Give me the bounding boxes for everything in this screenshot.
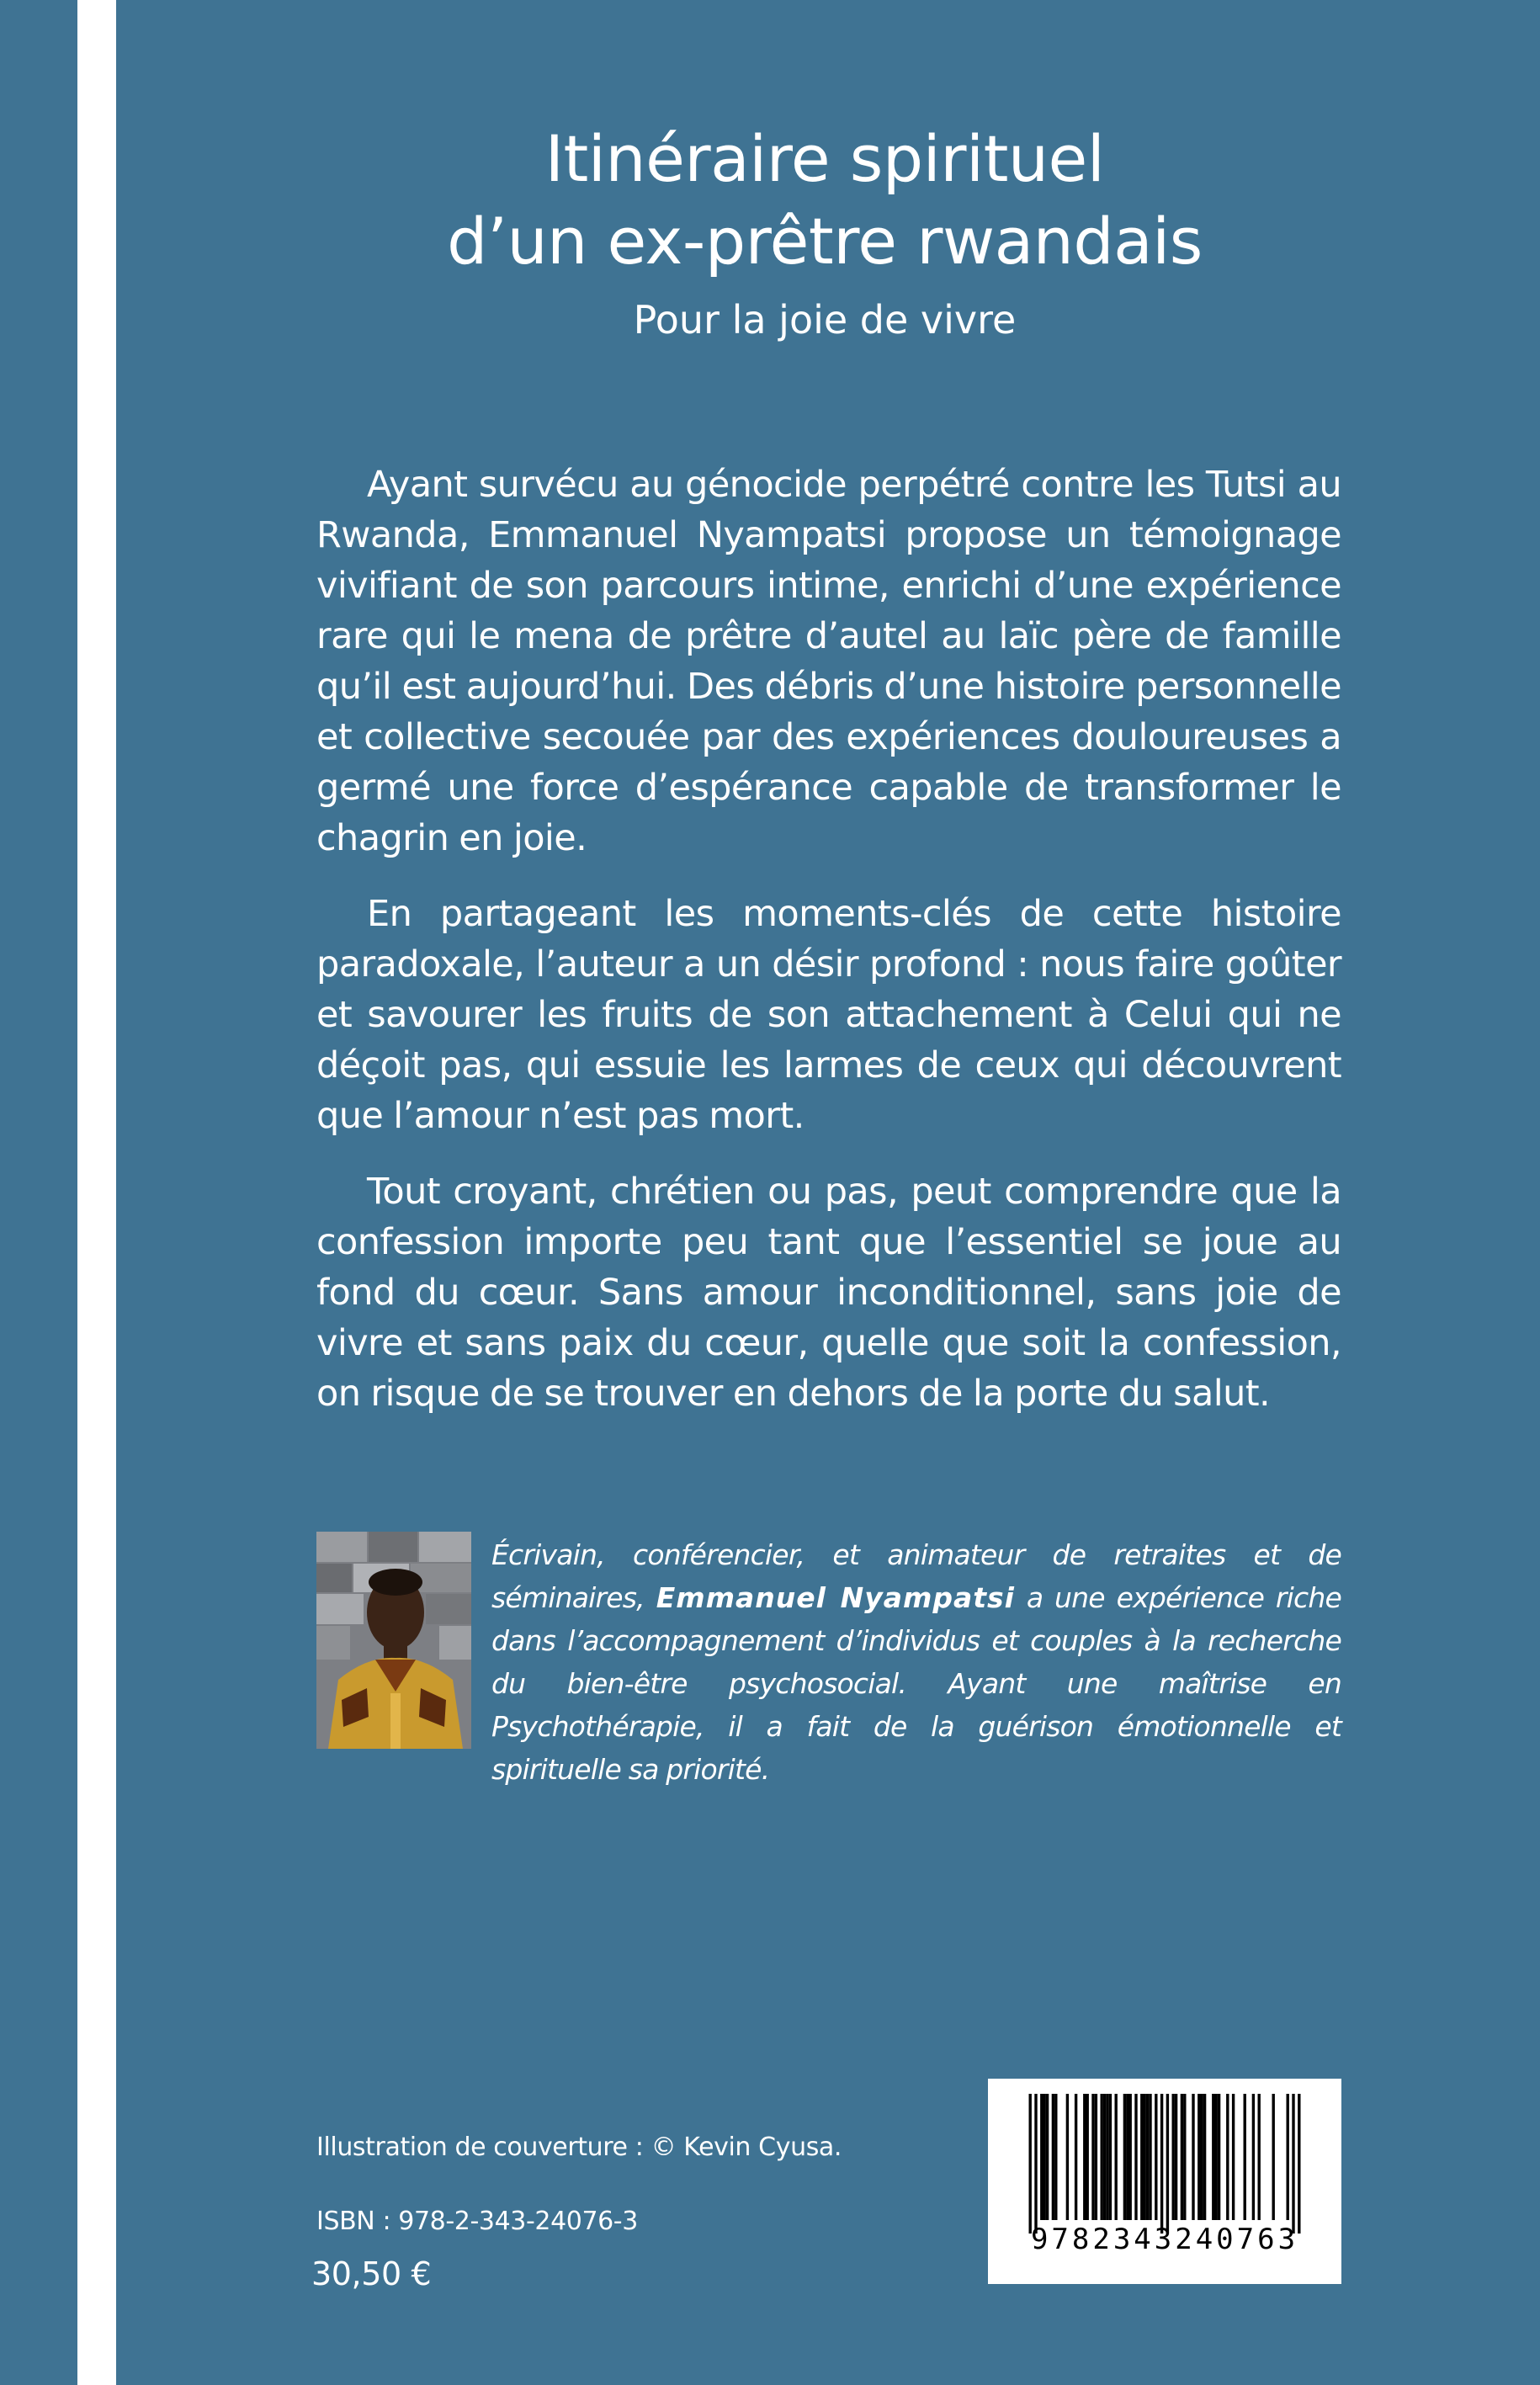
isbn-text: ISBN : 978-2-343-24076-3 (316, 2207, 638, 2236)
author-section (316, 1532, 1342, 1786)
barcode-bar (1183, 2094, 1186, 2220)
barcode-bar (1095, 2094, 1097, 2220)
barcode-bar (1203, 2094, 1206, 2220)
barcode-bar (1126, 2094, 1128, 2220)
barcode-bar (1109, 2094, 1112, 2220)
barcode-bar (1201, 2094, 1203, 2220)
barcode-bar (1212, 2094, 1214, 2220)
barcode-bar (1115, 2094, 1118, 2220)
author-name: Emmanuel Nyampatsi (656, 1581, 1015, 1614)
barcode-bar (1166, 2094, 1169, 2234)
barcode-bar (1258, 2094, 1261, 2220)
barcode-bar (1066, 2094, 1069, 2220)
book-title-line-1: Itinéraire spirituel (544, 121, 1105, 196)
author-bio-rest: a une expérience riche dans l’accompagnement d’individus et couples à la recherche du bien-être psychosocial. Ayant une maîtrise en Psychothérapie, il a fait de la guérison émotionnelle et spirituelle sa priorité. (491, 1581, 1342, 1786)
barcode-bar (1106, 2094, 1108, 2220)
barcode-bar (1215, 2094, 1218, 2220)
book-subtitle: Pour la joie de vivre (633, 297, 1017, 343)
barcode-bar (1172, 2094, 1175, 2220)
barcode-bar (1134, 2094, 1137, 2220)
barcode-bar (1218, 2094, 1220, 2220)
barcode-bar (1155, 2094, 1157, 2220)
left-white-band (77, 0, 116, 2385)
barcode-bar (1272, 2094, 1275, 2220)
barcode-graphic (988, 2079, 1341, 2284)
barcode-bar (1046, 2094, 1049, 2220)
blurb-paragraph: Ayant survécu au génocide perpétré contre les Tutsi au Rwanda, Emmanuel Nyampatsi propose un témoignage vivifiant de son parcours intime, enrichi d’une expérience rare qui le mena de prêtre d’autel au laïc père de famille qu’il est aujourd’hui. Des débris d’une histoire personnelle et collective secouée par des expériences douloureuses a germé une force d’espérance capable de transformer le chagrin en joie. (316, 464, 1341, 859)
barcode-bar (1075, 2094, 1077, 2220)
barcode-bar (1144, 2094, 1146, 2220)
barcode (988, 2079, 1341, 2284)
title-block (0, 118, 1540, 345)
blurb (316, 459, 1341, 1444)
barcode-bar (1129, 2094, 1132, 2220)
barcode-bar (1244, 2094, 1246, 2220)
barcode-bar (1232, 2094, 1235, 2220)
barcode-bar (1197, 2094, 1200, 2220)
barcode-bar (1043, 2094, 1046, 2220)
barcode-bar (1054, 2094, 1057, 2220)
barcode-bar (1146, 2094, 1149, 2220)
author-bio-intro: Écrivain, conférencier, et animateur de retraites et de séminaires, (491, 1538, 1341, 1614)
barcode-bar (1052, 2094, 1054, 2220)
barcode-bar (1149, 2094, 1151, 2220)
barcode-bar (1103, 2094, 1106, 2220)
barcode-bar (1298, 2094, 1300, 2234)
barcode-bar (1140, 2094, 1143, 2220)
author-photo (316, 1532, 471, 1749)
barcode-bar (1226, 2094, 1229, 2220)
barcode-bar (1091, 2094, 1094, 2220)
barcode-bar (1175, 2094, 1177, 2220)
book-title-line-2: d’un ex-prêtre rwandais (447, 204, 1203, 279)
barcode-bar (1040, 2094, 1043, 2220)
barcode-bar (1029, 2094, 1032, 2234)
barcode-bar (1083, 2094, 1086, 2220)
barcode-bar (1252, 2094, 1255, 2220)
barcode-bar (1086, 2094, 1089, 2220)
barcode-number: 9782343240763 (1030, 2223, 1299, 2256)
barcode-bar (1192, 2094, 1194, 2220)
barcode-bar (1034, 2094, 1037, 2234)
barcode-bar (1287, 2094, 1289, 2220)
blurb-paragraph: En partageant les moments-clés de cette histoire paradoxale, l’auteur a un désir profond : nous faire goûter et savourer les fruits de son attachement à Celui qui ne déçoit pas, qui essuie les larmes de ceux qui découvrent que l’amour n’est pas mort. (316, 893, 1341, 1137)
blurb-paragraph: Tout croyant, chrétien ou pas, peut comprendre que la confession importe peu tant que l’essentiel se joue au fond du cœur. Sans amour inconditionnel, sans joie de vivre et sans paix du cœur, quelle que soit la confession, on risque de se trouver en dehors de la porte du salut. (316, 1171, 1341, 1415)
barcode-bar (1292, 2094, 1294, 2234)
illustration-credit: Illustration de couverture : © Kevin Cyusa. (316, 2133, 842, 2162)
price-text: 30,50 € (311, 2255, 432, 2292)
barcode-bar (1181, 2094, 1183, 2220)
barcode-bar (1160, 2094, 1163, 2234)
author-bio (491, 1533, 1341, 1791)
barcode-bar (1101, 2094, 1103, 2220)
barcode-bar (1123, 2094, 1126, 2220)
